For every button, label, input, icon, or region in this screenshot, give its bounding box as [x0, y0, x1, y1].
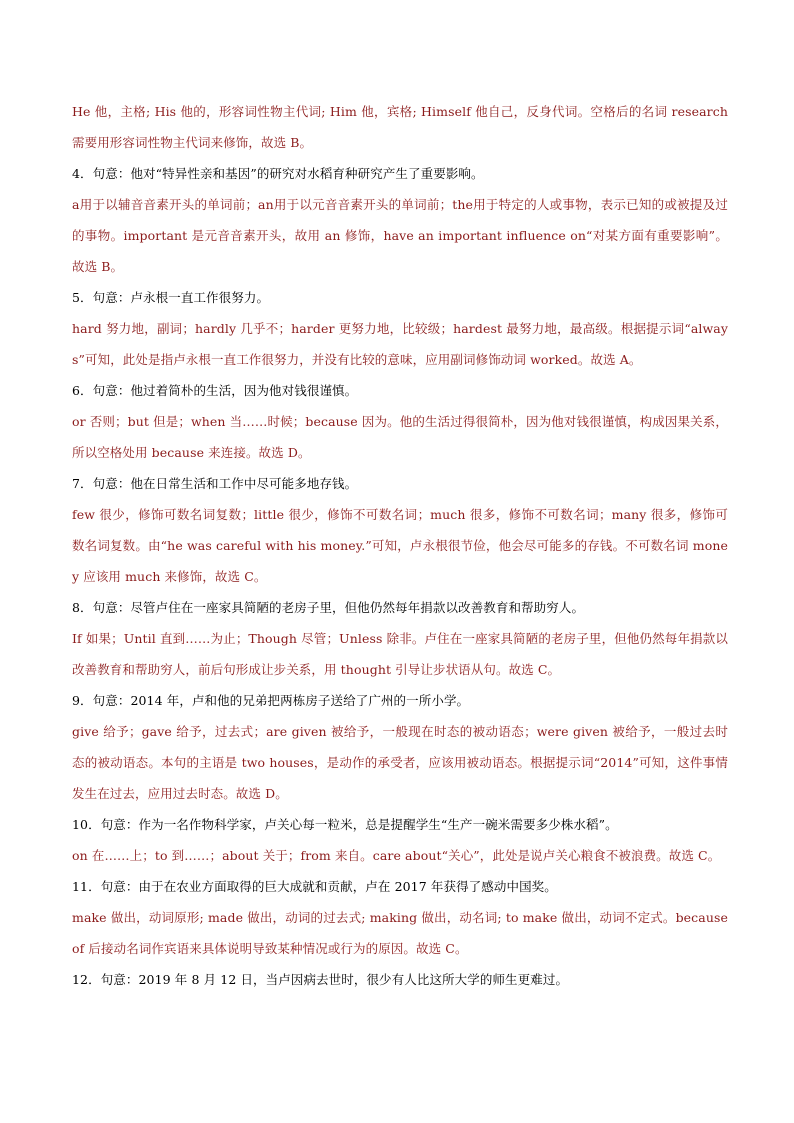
question-10-meaning: 10．句意：作为一名作物科学家，卢关心每一粒米，总是提醒学生“生产一碗米需要多少株水稻”。 — [72, 817, 618, 832]
explanation-4: a用于以辅音音素开头的单词前；an用于以元音音素开头的单词前；the用于特定的人或事物，表示已知的或被提及过的事物。important 是元音音素开头，故用 an 修饰，have an important influence on“对某方面有重要影响”。故选 B。 — [72, 197, 728, 274]
question-9-meaning: 9．句意：2014 年，卢和他的兄弟把两栋房子送给了广州的一所小学。 — [72, 693, 470, 708]
question-11-meaning: 11．句意：由于在农业方面取得的巨大成就和贡献，卢在 2017 年获得了感动中国奖。 — [72, 879, 557, 894]
explanation-8: If 如果；Until 直到……为止；Though 尽管；Unless 除非。卢住在一座家具简陋的老房子里，但他仍然每年捐款以改善教育和帮助穷人，前后句形成让步关系，用 thought 引导让步状语从句。故选 C。 — [72, 631, 728, 677]
document-page — [72, 96, 728, 995]
question-5-meaning: 5．句意：卢永根一直工作很努力。 — [72, 290, 270, 305]
explanation-5: hard 努力地，副词；hardly 几乎不；harder 更努力地，比较级；hardest 最努力地，最高级。根据提示词“always”可知，此处是指卢永根一直工作很努力，并没有比较的意味，应用副词修饰动词 worked。故选 A。 — [72, 321, 728, 367]
question-8-meaning: 8．句意：尽管卢住在一座家具简陋的老房子里，但他仍然每年捐款以改善教育和帮助穷人。 — [72, 600, 585, 615]
explanation-3: He 他，主格; His 他的，形容词性物主代词; Him 他，宾格; Himself 他自己，反身代词。空格后的名词 research 需要用形容词性物主代词来修饰，故选 B。 — [72, 104, 728, 150]
question-12-meaning: 12．句意：2019 年 8 月 12 日，当卢因病去世时，很少有人比这所大学的师生更难过。 — [72, 972, 569, 987]
question-4-meaning: 4．句意：他对“特异性亲和基因”的研究对水稻育种研究产生了重要影响。 — [72, 166, 484, 181]
question-6-meaning: 6．句意：他过着简朴的生活，因为他对钱很谨慎。 — [72, 383, 358, 398]
explanation-7: few 很少，修饰可数名词复数；little 很少，修饰不可数名词；much 很多，修饰不可数名词；many 很多，修饰可数名词复数。由“he was careful with his money.”可知，卢永根很节俭，他会尽可能多的存钱。不可数名词 money 应该用 much 来修饰，故选 C。 — [72, 507, 728, 584]
explanation-10: on 在……上；to 到……；about 关于；from 来自。care about“关心”，此处是说卢关心粮食不被浪费。故选 C。 — [72, 848, 721, 863]
explanation-11: make 做出，动词原形; made 做出，动词的过去式; making 做出，动名词; to make 做出，动词不定式。because of 后接动名词作宾语来具体说明导致某种情况或行为的原因。故选 C。 — [72, 910, 728, 956]
explanation-6: or 否则；but 但是；when 当……时候；because 因为。他的生活过得很简朴，因为他对钱很谨慎，构成因果关系，所以空格处用 because 来连接。故选 D。 — [72, 414, 728, 460]
explanation-9: give 给予；gave 给予，过去式；are given 被给予，一般现在时态的被动语态；were given 被给予，一般过去时态的被动语态。本句的主语是 two houses，是动作的承受者，应该用被动语态。根据提示词“2014”可知，这件事情发生在过去，应用过去时态。故选 D。 — [72, 724, 728, 801]
question-7-meaning: 7．句意：他在日常生活和工作中尽可能多地存钱。 — [72, 476, 358, 491]
